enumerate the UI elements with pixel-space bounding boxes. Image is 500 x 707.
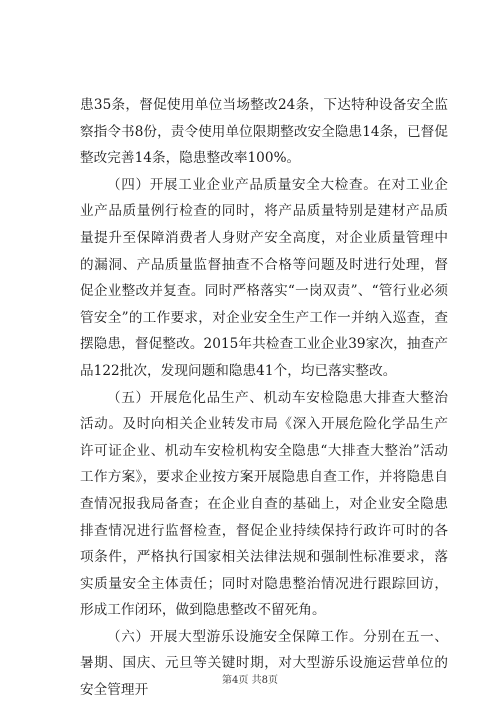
paragraph-section-6: （六）开展大型游乐设施安全保障工作。分别在五一、暑期、国庆、元旦等关键时期，对大型游乐设施运营单位的安全管理开 (80, 628, 448, 699)
page-footer: 第4页 共8页 (222, 675, 278, 686)
paragraph-section-4: （四）开展工业企业产品质量安全大检查。在对工业企业产品质量例行检查的同时，将产品质量特别是建材产品质量提升至保障消费者人身财产安全高度，对企业质量管理中的漏洞、产品质量监督抽查不合格等问题及时进行处理，督促企业整改并复查。同时严格落实“一岗双责”、“管行业必须管安全”的工作要求，对企业安全生产工作一并纳入巡查，查摆隐患，督促整改。2015年共检查工业企业39家次，抽查产品122批次，发现问题和隐患41个，均已落实整改。 (80, 176, 448, 379)
paragraph-section-5: （五）开展危化品生产、机动车安检隐患大排查大整治活动。及时向相关企业转发市局《深入开展危险化学品生产许可证企业、机动车安检机构安全隐患“大排查大整治”活动工作方案》，要求企业按方案开展隐患自查工作，并将隐患自查情况报我局备查；在企业自查的基础上，对企业安全隐患排查情况进行监督检查，督促企业持续保持行政许可时的各项条件，严格执行国家相关法律法规和强制性标准要求，落实质量安全主体责任；同时对隐患整治情况进行跟踪回访，形成工作闭环，做到隐患整改不留死角。 (80, 389, 448, 619)
paragraph-continuation: 患35条，督促使用单位当场整改24条，下达特种设备安全监察指令书8份，责令使用单位限期整改安全隐患14条，已督促整改完善14条，隐患整改率100%。 (80, 97, 448, 167)
page-body (80, 92, 448, 704)
